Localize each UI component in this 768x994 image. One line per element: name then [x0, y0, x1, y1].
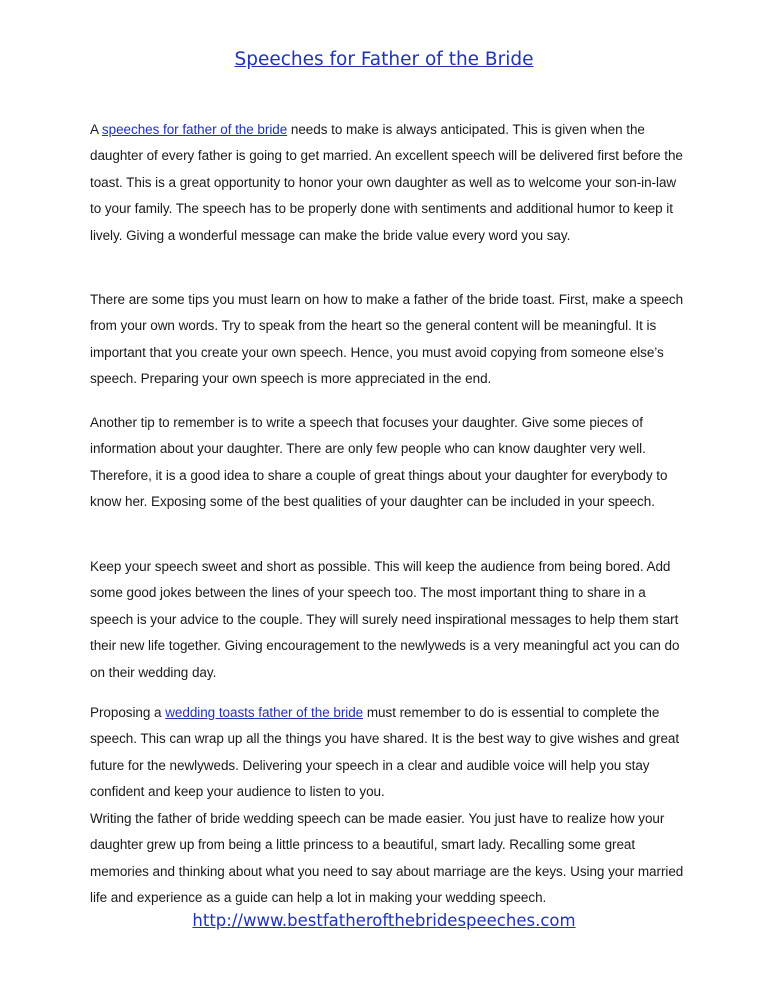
- paragraph-6: Writing the father of bride wedding speech can be made easier. You just have to realize how your daughter grew up from being a little princess to a beautiful, smart lady. Recalling some great memories and thinking about what you need to say about marriage are the keys. Using your married life and experience as a guide can help a lot in making your wedding speech.: [90, 811, 684, 906]
- footer-url-link[interactable]: http://www.bestfatherofthebridespeeches.com: [192, 911, 576, 930]
- page-title: [0, 47, 768, 73]
- paragraph-4: Keep your speech sweet and short as possible. This will keep the audience from being bored. Add some good jokes between the lines of your speech too. The most important thing to share in a speech is your advice to the couple. They will surely need inspirational messages to help them start their new life together. Giving encouragement to the newlyweds is a very meaningful act you can do on their wedding day.: [90, 559, 680, 680]
- paragraph-1-body: needs to make is always anticipated. This is given when the daughter of every father is going to get married. An excellent speech will be delivered first before the toast. This is a great opportunity to honor your own daughter as well as to welcome your son-in-law to your family. The speech has to be properly done with sentiments and additional humor to keep it lively. Giving a wonderful message can make the bride value every word you say.: [90, 122, 683, 243]
- speeches-link[interactable]: speeches for father of the bride: [101, 122, 288, 137]
- paragraph-5: [90, 700, 686, 806]
- title-link[interactable]: Speeches for Father of the Bride: [234, 49, 534, 70]
- paragraph-5-lead: Proposing a: [90, 705, 166, 720]
- paragraph-1: [90, 117, 686, 249]
- footer: [0, 909, 768, 933]
- paragraph-3: Another tip to remember is to write a speech that focuses your daughter. Give some pieces of information about your daughter. There are only few people who can know daughter very well. Therefore, it is a good idea to share a couple of great things about your daughter for everybody to know her. Exposing some of the best qualities of your daughter can be included in your speech.: [90, 415, 668, 510]
- paragraph-1-lead: A: [90, 122, 102, 137]
- paragraph-2: There are some tips you must learn on how to make a father of the bride toast. First, make a speech from your own words. Try to speak from the heart so the general content will be meaningful. It is important that you create your own speech. Hence, you must avoid copying from someone else’s speech. Preparing your own speech is more appreciated in the end.: [90, 292, 684, 387]
- paragraph-5-body: must remember to do is essential to complete the speech. This can wrap up all the things you have shared. It is the best way to give wishes and great future for the newlyweds. Delivering your speech in a clear and audible voice will help you stay confident and keep your audience to listen to you.: [90, 705, 680, 800]
- wedding-toasts-link[interactable]: wedding toasts father of the bride: [165, 705, 364, 720]
